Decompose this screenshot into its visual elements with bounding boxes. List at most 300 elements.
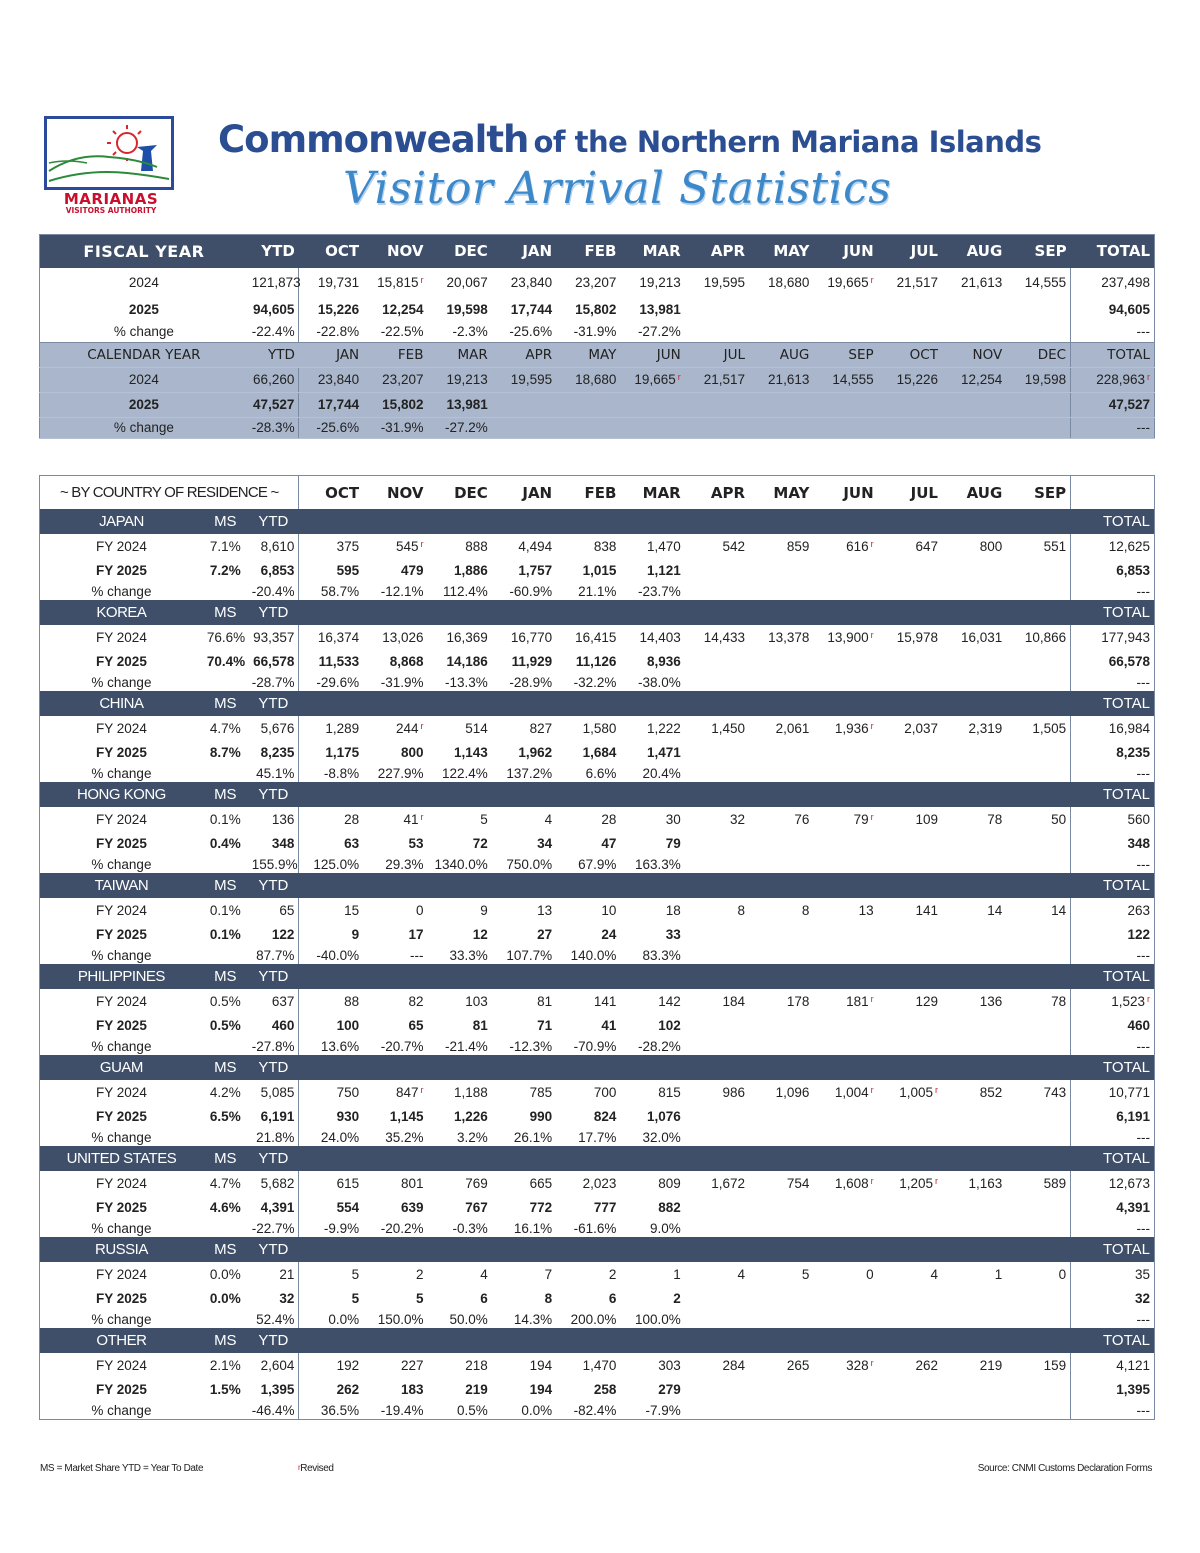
value-cell (749, 1080, 813, 1104)
value-cell (942, 558, 1006, 582)
value: 17,744 (510, 302, 553, 317)
value: 15 (344, 902, 360, 918)
month-header-feb: FEB (363, 342, 427, 367)
value: 1 (673, 1266, 681, 1282)
value: 375 (336, 538, 360, 554)
value-cell (492, 1286, 556, 1310)
ytd-header: YTD (258, 604, 289, 621)
value-cell (942, 298, 1006, 322)
value-cell (299, 1377, 363, 1401)
summary-table (39, 234, 1155, 439)
value: 615 (336, 1175, 360, 1191)
country-row-guam (40, 1128, 1155, 1146)
value: 800 (400, 744, 424, 760)
value-cell (556, 946, 620, 964)
value-cell (427, 1195, 491, 1219)
total-value (1071, 764, 1155, 782)
total-value (1071, 582, 1155, 600)
value-cell (878, 1128, 942, 1146)
ytd-value: 8,235 (260, 744, 295, 760)
value: 137.2% (506, 765, 553, 781)
total-value (1071, 1286, 1155, 1310)
market-share (203, 582, 248, 600)
value-cell (427, 268, 491, 298)
value: 17,744 (317, 397, 360, 412)
total-value (1071, 1037, 1155, 1055)
value: 26.1% (513, 1129, 553, 1145)
value-cell (1006, 855, 1070, 873)
value: 303 (658, 1357, 681, 1373)
value-cell (492, 1080, 556, 1104)
revised-mark: r (870, 538, 874, 549)
value-cell (942, 946, 1006, 964)
country-row-japan (40, 534, 1155, 558)
value-cell (299, 1080, 363, 1104)
value: 1,005 (899, 1084, 933, 1100)
market-share: 0.1% (209, 811, 241, 827)
value: 15,226 (317, 302, 360, 317)
country-row-united-states (40, 1219, 1155, 1237)
value: 0 (415, 902, 424, 918)
value: 23,840 (510, 275, 553, 290)
country-name: HONG KONG (77, 786, 166, 803)
value: 1,222 (646, 720, 681, 736)
value-cell (299, 807, 363, 831)
value: 554 (336, 1199, 360, 1215)
value-cell (556, 831, 620, 855)
value-cell (556, 1013, 620, 1037)
value: 348 (1127, 835, 1150, 851)
header-spacer (299, 873, 1071, 898)
total-value (1071, 1171, 1155, 1195)
value-cell (685, 946, 749, 964)
value-cell (620, 1037, 684, 1055)
value-cell (878, 922, 942, 946)
ms-header: MS (214, 968, 237, 985)
ytd-value: 6,191 (260, 1108, 295, 1124)
value-cell (749, 322, 813, 343)
value: 4,391 (1116, 1199, 1150, 1215)
value: 19,598 (446, 302, 488, 317)
row-label: FY 2025 (96, 744, 147, 760)
revised-mark: r (298, 1463, 301, 1472)
value: 4 (737, 1266, 746, 1282)
value-cell (427, 1080, 491, 1104)
value: 1,580 (582, 720, 617, 736)
value: 129 (915, 993, 938, 1009)
ytd-value: 32 (279, 1290, 295, 1306)
month-header-mar: MAR (427, 342, 491, 367)
value: 14 (1051, 902, 1067, 918)
value: 14,403 (639, 629, 681, 645)
value-cell (299, 831, 363, 855)
value-cell (299, 322, 363, 343)
value: --- (1136, 1129, 1150, 1145)
value-cell (878, 268, 942, 298)
value-cell (427, 649, 491, 673)
value-cell (685, 1037, 749, 1055)
value: 21.1% (578, 583, 617, 599)
value-cell (1006, 558, 1070, 582)
value: 284 (722, 1357, 746, 1373)
value-cell (685, 855, 749, 873)
month-header-jan: JAN (522, 483, 553, 502)
value-cell (749, 625, 813, 649)
value: 827 (529, 720, 553, 736)
value-cell (299, 716, 363, 740)
value-cell (942, 922, 1006, 946)
value: 17 (408, 926, 424, 942)
value: 20.4% (642, 765, 681, 781)
value-cell (685, 1080, 749, 1104)
value-cell (813, 989, 877, 1013)
value: 2 (608, 1266, 617, 1282)
value: 19,665 (827, 275, 869, 290)
value: 194 (529, 1381, 553, 1397)
value: -22.5% (380, 324, 424, 339)
value: 1,096 (775, 1084, 810, 1100)
value: 9 (480, 902, 488, 918)
value: 16.1% (513, 1220, 553, 1236)
value-cell (878, 716, 942, 740)
value-cell (427, 625, 491, 649)
value: 1340.0% (434, 856, 488, 872)
value: 16,770 (510, 629, 553, 645)
total-value (1071, 558, 1155, 582)
country-row-taiwan (40, 922, 1155, 946)
row-label: FY 2025 (96, 1290, 147, 1306)
value: 14,186 (446, 653, 488, 669)
value-cell (492, 1310, 556, 1328)
row-label: 2025 (128, 302, 159, 317)
calendar-label: CALENDAR YEAR (40, 342, 248, 367)
value-cell (942, 1219, 1006, 1237)
value: 0 (866, 1266, 874, 1282)
value: 33 (665, 926, 681, 942)
row-label: FY 2025 (96, 1108, 147, 1124)
total-header: TOTAL (1096, 242, 1150, 261)
value-cell (749, 558, 813, 582)
value: --- (1136, 583, 1150, 599)
value-cell (492, 417, 556, 438)
total-value (1071, 1195, 1155, 1219)
value: 1,936 (834, 720, 869, 736)
value-cell (492, 855, 556, 873)
value-cell (685, 1219, 749, 1237)
country-row-guam (40, 1104, 1155, 1128)
value: --- (1136, 1038, 1150, 1054)
row-label: FY 2024 (96, 1266, 147, 1282)
value: 19,598 (1024, 372, 1067, 387)
value-cell (1006, 1262, 1070, 1286)
value-cell (427, 392, 491, 417)
value: 262 (336, 1381, 360, 1397)
logo-emblem (44, 116, 174, 190)
value: -20.7% (380, 1038, 424, 1054)
market-share (203, 1128, 248, 1146)
value: 1,450 (711, 720, 746, 736)
value-cell (556, 764, 620, 782)
total-header: TOTAL (1103, 1332, 1150, 1349)
value: 183 (400, 1381, 424, 1397)
value: 1,188 (454, 1084, 488, 1100)
ms-header: MS (214, 604, 237, 621)
value: 5 (351, 1290, 360, 1306)
value: 78 (1051, 993, 1067, 1009)
country-row-china (40, 764, 1155, 782)
value: -9.9% (323, 1220, 360, 1236)
value: 2,319 (968, 720, 1003, 736)
value: 2,037 (904, 720, 938, 736)
value: 2 (673, 1290, 681, 1306)
value-cell (492, 673, 556, 691)
value-cell (813, 1377, 877, 1401)
value: 882 (658, 1199, 681, 1215)
value: -29.6% (316, 674, 360, 690)
country-header-russia (40, 1237, 1155, 1262)
value: 15,226 (896, 372, 938, 387)
value-cell (1006, 1377, 1070, 1401)
row-label: % change (91, 947, 152, 963)
revised-mark: r (1147, 993, 1150, 1004)
value-cell (492, 740, 556, 764)
value: 1,175 (325, 744, 360, 760)
revised-mark: r (870, 275, 874, 285)
value-cell (363, 417, 427, 438)
value: 2,061 (775, 720, 810, 736)
value: 27 (537, 926, 553, 942)
ms-header: MS (214, 786, 237, 803)
country-name: KOREA (96, 604, 147, 621)
value-cell (363, 855, 427, 873)
value-cell (299, 649, 363, 673)
value: 1,076 (646, 1108, 681, 1124)
value: 50 (1051, 811, 1067, 827)
value: 4 (930, 1266, 938, 1282)
value: 194 (529, 1357, 553, 1373)
value-cell (620, 1128, 684, 1146)
value: 103 (465, 993, 488, 1009)
value-cell (620, 1013, 684, 1037)
value-cell (749, 1353, 813, 1377)
value: 700 (593, 1084, 617, 1100)
value-cell (363, 922, 427, 946)
value: 10,866 (1024, 629, 1067, 645)
value: 1,143 (454, 744, 488, 760)
value-cell (813, 673, 877, 691)
value-cell (685, 1310, 749, 1328)
value: 13 (858, 902, 874, 918)
revised-mark: r (870, 1357, 874, 1368)
value-cell (1006, 831, 1070, 855)
value-cell (556, 558, 620, 582)
country-row-philippines (40, 1013, 1155, 1037)
value: -7.9% (645, 1402, 681, 1418)
value: 801 (400, 1175, 424, 1191)
value: 79 (853, 811, 869, 827)
value-cell (427, 417, 491, 438)
total-value (1071, 807, 1155, 831)
month-header-may: MAY (556, 342, 620, 367)
value-cell (492, 268, 556, 298)
value: 13,981 (446, 397, 488, 412)
month-header-may: MAY (773, 483, 810, 502)
value-cell (685, 367, 749, 392)
value: 852 (979, 1084, 1003, 1100)
value-cell (942, 1013, 1006, 1037)
value: 800 (979, 538, 1003, 554)
value: 8,868 (389, 653, 424, 669)
page-subtitle: Visitor Arrival Statistics (343, 163, 892, 214)
total-header: TOTAL (1103, 604, 1150, 621)
ytd-value: 4,391 (260, 1199, 295, 1215)
value: 2 (415, 1266, 424, 1282)
total-header: TOTAL (1103, 877, 1150, 894)
value-cell (620, 764, 684, 782)
value-cell (685, 1195, 749, 1219)
ms-header: MS (214, 1332, 237, 1349)
value-cell (942, 740, 1006, 764)
value: -8.8% (323, 765, 360, 781)
value-cell (942, 989, 1006, 1013)
value: -31.9% (380, 420, 424, 435)
value-cell (749, 1171, 813, 1195)
value: 19,213 (446, 372, 488, 387)
value-cell (556, 322, 620, 343)
value: 112.4% (443, 583, 488, 599)
value-cell (878, 1195, 942, 1219)
value: 328 (846, 1357, 869, 1373)
value: 15,802 (382, 397, 424, 412)
value-cell (620, 1104, 684, 1128)
value: 1,962 (518, 744, 553, 760)
value-cell (363, 989, 427, 1013)
value: 63 (344, 835, 360, 851)
value-cell (813, 392, 877, 417)
value-cell (813, 1353, 877, 1377)
value-cell (299, 1171, 363, 1195)
value-cell (813, 740, 877, 764)
value-cell (878, 898, 942, 922)
value: 6 (608, 1290, 617, 1306)
title-rest: of the Northern Mariana Islands (533, 125, 1042, 159)
value-cell (878, 417, 942, 438)
value-cell (1006, 764, 1070, 782)
ytd-value: 52.4% (256, 1311, 295, 1327)
value-cell (942, 716, 1006, 740)
revised-mark: r (1147, 372, 1150, 382)
value: -2.3% (452, 324, 488, 339)
value-cell (749, 1219, 813, 1237)
value: 125.0% (313, 856, 360, 872)
value-cell (492, 1128, 556, 1146)
value: 5 (801, 1266, 810, 1282)
header-spacer (299, 1328, 1071, 1353)
row-label: FY 2024 (96, 1175, 147, 1191)
value: 47 (601, 835, 617, 851)
country-row-korea (40, 625, 1155, 649)
value: 1,015 (582, 562, 617, 578)
value-cell (299, 855, 363, 873)
value-cell (363, 1195, 427, 1219)
value-cell (813, 417, 877, 438)
value-cell (299, 1195, 363, 1219)
value: 888 (465, 538, 488, 554)
value: 1,395 (1116, 1381, 1150, 1397)
value: 13,378 (768, 629, 810, 645)
value: 560 (1127, 811, 1150, 827)
total-header-empty (1071, 476, 1155, 510)
total-value (1071, 268, 1155, 298)
value: --- (1136, 856, 1150, 872)
month-header-jan: JAN (299, 342, 363, 367)
value-cell (620, 1377, 684, 1401)
value-cell (492, 1219, 556, 1237)
value-cell (427, 989, 491, 1013)
value-cell (492, 764, 556, 782)
value: 140.0% (570, 947, 617, 963)
value-cell (942, 534, 1006, 558)
value: 11,126 (575, 653, 617, 669)
month-header-nov: NOV (386, 242, 424, 261)
country-name: CHINA (99, 695, 144, 712)
value-cell (363, 1128, 427, 1146)
value-cell (620, 807, 684, 831)
value: 265 (786, 1357, 810, 1373)
value-cell (492, 298, 556, 322)
month-header-dec: DEC (1006, 342, 1070, 367)
total-value (1071, 1353, 1155, 1377)
value-cell (556, 922, 620, 946)
value-cell (878, 989, 942, 1013)
value-cell (299, 1401, 363, 1420)
value: 639 (400, 1199, 424, 1215)
value-cell (556, 625, 620, 649)
value-cell (556, 1377, 620, 1401)
country-row-taiwan (40, 946, 1155, 964)
value-cell (299, 922, 363, 946)
country-header-united-states (40, 1146, 1155, 1171)
row-label: % change (91, 765, 152, 781)
value-cell (749, 716, 813, 740)
country-row-taiwan (40, 898, 1155, 922)
revised-mark: r (870, 720, 874, 731)
country-header-other (40, 1328, 1155, 1353)
value: 1,226 (454, 1108, 488, 1124)
value-cell (427, 1219, 491, 1237)
footer-legend: MS = Market Share YTD = Year To Date (40, 1463, 204, 1474)
value-cell (363, 1013, 427, 1037)
value-cell (685, 1013, 749, 1037)
value-cell (749, 1195, 813, 1219)
value-cell (427, 922, 491, 946)
value-cell (620, 322, 684, 343)
value: 665 (529, 1175, 553, 1191)
value: 1,004 (834, 1084, 869, 1100)
value-cell (363, 582, 427, 600)
value: 19,595 (510, 372, 553, 387)
value-cell (1006, 1310, 1070, 1328)
value-cell (749, 268, 813, 298)
value-cell (1006, 322, 1070, 343)
country-header-korea (40, 600, 1155, 625)
row-label: FY 2024 (96, 720, 147, 736)
value-cell (427, 582, 491, 600)
value-cell (492, 392, 556, 417)
value-cell (878, 855, 942, 873)
value-cell (685, 898, 749, 922)
value-cell (942, 831, 1006, 855)
